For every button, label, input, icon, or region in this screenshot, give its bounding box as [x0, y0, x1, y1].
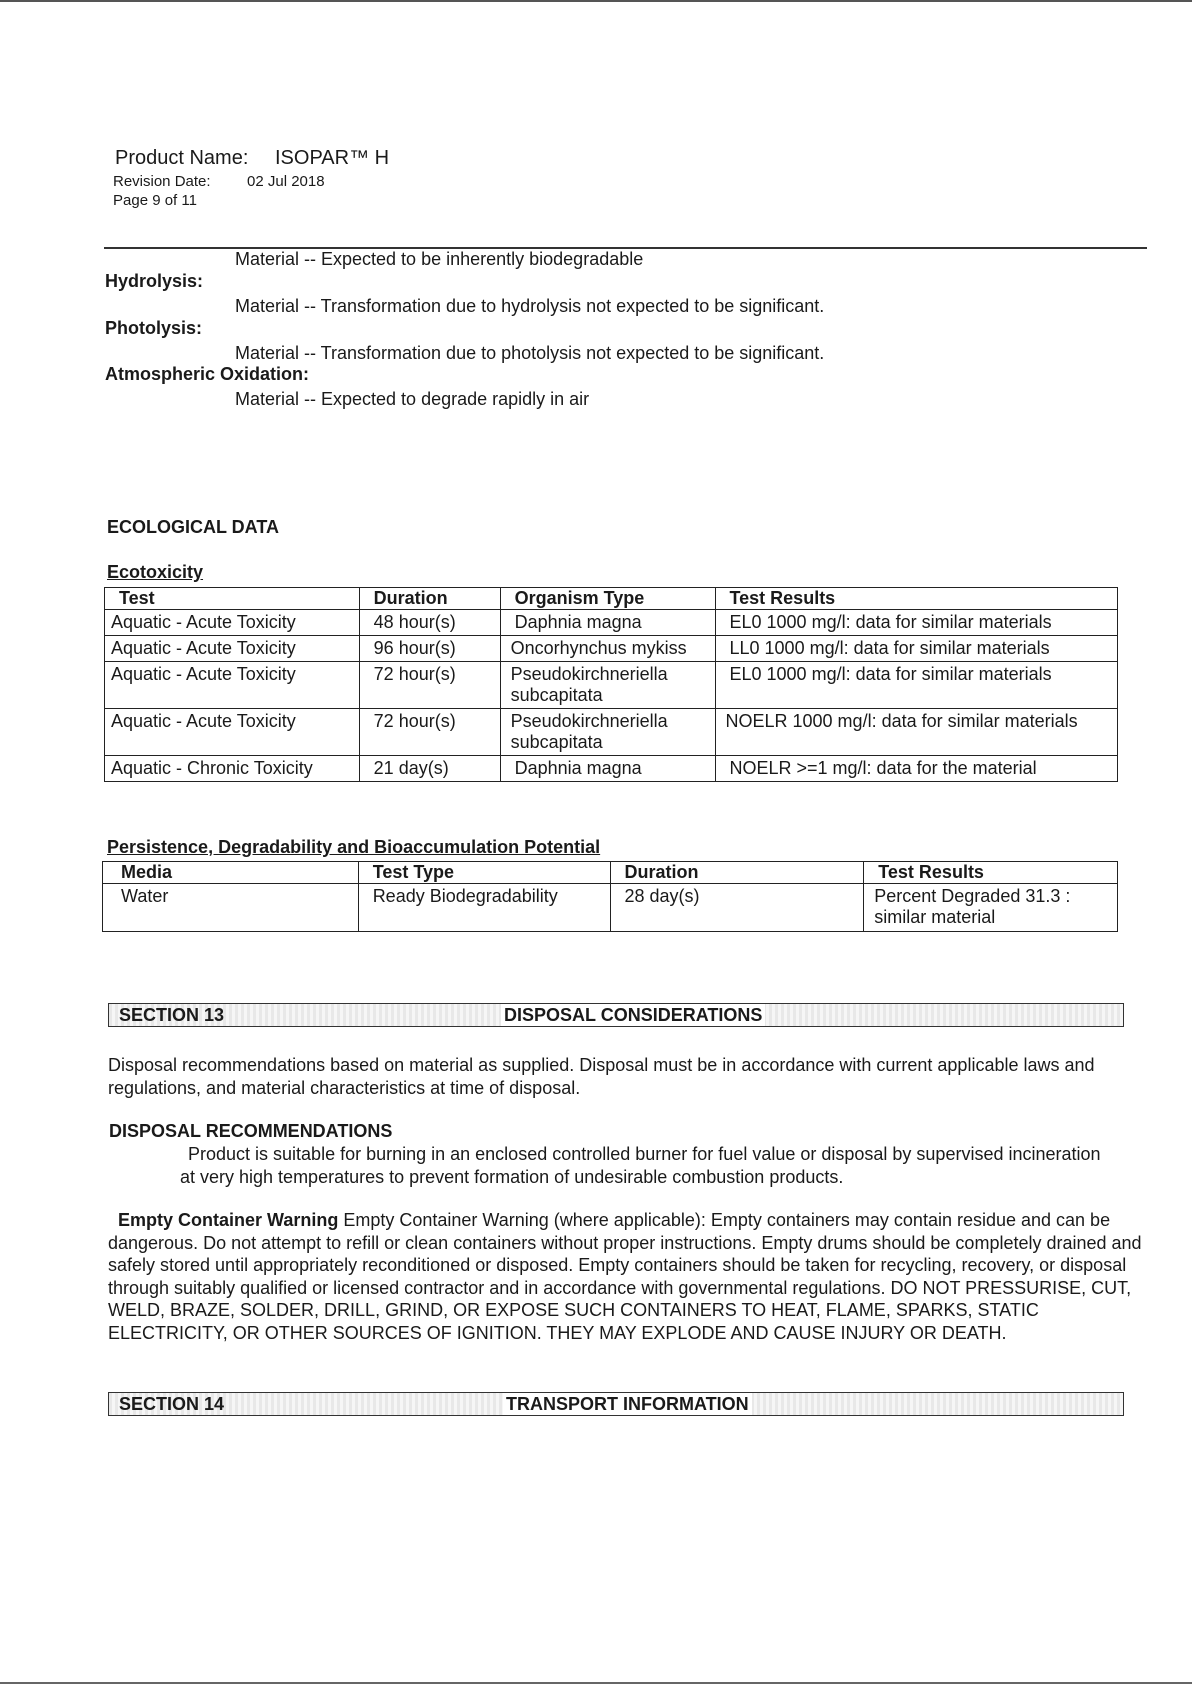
disposal-recommendations-text: Product is suitable for burning in an enclosed controlled burner for fuel value or disposal by supervised incineration at very high temperatures to prevent formation of undesirable combustion products. [180, 1144, 1101, 1187]
table-row [105, 662, 1118, 709]
section-14-number: SECTION 14 [119, 1394, 225, 1414]
photolysis-text: Material -- Transformation due to photolysis not expected to be significant. [235, 343, 825, 363]
table-cell: Percent Degraded 31.3 : similar material [864, 884, 1118, 932]
table-row [105, 610, 1118, 636]
table-cell: EL0 1000 mg/l: data for similar materials [715, 662, 1118, 709]
column-header: Duration [610, 862, 864, 884]
table-cell: Daphnia magna [500, 756, 715, 782]
empty-container-label: Empty Container Warning [118, 1210, 339, 1230]
section-14-bar [108, 1392, 1124, 1416]
column-header: Organism Type [500, 588, 715, 610]
photolysis-label: Photolysis: [105, 318, 203, 338]
disposal-intro: Disposal recommendations based on material as supplied. Disposal must be in accordance with current applicable laws and regulations, and material characteristics at time of disposal. [108, 1055, 1095, 1098]
column-header: Duration [359, 588, 500, 610]
product-name: ISOPAR™ H [275, 147, 390, 169]
section-13-title: DISPOSAL CONSIDERATIONS [501, 1004, 765, 1026]
ecotoxicity-heading: Ecotoxicity [107, 562, 204, 582]
hydrolysis-label: Hydrolysis: [105, 271, 204, 291]
atmospheric-oxidation-text: Material -- Expected to degrade rapidly in air [235, 389, 590, 409]
ecological-data-heading: ECOLOGICAL DATA [107, 517, 279, 537]
column-header: Test Type [358, 862, 610, 884]
table-cell: Oncorhynchus mykiss [500, 636, 715, 662]
disposal-recommendations-heading: DISPOSAL RECOMMENDATIONS [109, 1121, 393, 1141]
page-bottom-border [0, 1682, 1192, 1684]
table-row [105, 636, 1118, 662]
table-row [103, 884, 1118, 932]
column-header: Test Results [715, 588, 1118, 610]
ecotoxicity-table [104, 587, 1118, 782]
atmospheric-oxidation-label: Atmospheric Oxidation: [105, 364, 310, 384]
table-cell: 28 day(s) [610, 884, 864, 932]
revision-label: Revision Date: [113, 173, 211, 190]
table-cell: 72 hour(s) [359, 709, 500, 756]
product-name-line [115, 146, 389, 170]
table-cell: LL0 1000 mg/l: data for similar materials [715, 636, 1118, 662]
column-header: Test Results [864, 862, 1118, 884]
persistence-table [102, 861, 1118, 932]
section-13-bar [108, 1003, 1124, 1027]
table-cell: 48 hour(s) [359, 610, 500, 636]
revision-line [113, 172, 325, 191]
page-number: Page 9 of 11 [113, 192, 197, 209]
section-14-title: TRANSPORT INFORMATION [503, 1393, 752, 1415]
persistence-heading: Persistence, Degradability and Bioaccumulation Potential [107, 837, 601, 857]
table-cell: Water [103, 884, 359, 932]
empty-container-text: Empty Container Warning (where applicable): Empty containers may contain residue and can be dangerous. Do not attempt to refill or clean containers without proper instructions. Empty drums should be completely drained and safely stored until appropriately reconditioned or disposed. Empty containers should be taken for recycling, recovery, or disposal through suitably qualified or licensed contractor and in accordance with governmental regulations. DO NOT PRESSURISE, CUT, WELD, BRAZE, SOLDER, DRILL, GRIND, OR EXPOSE SUCH CONTAINERS TO HEAT, FLAME, SPARKS, STATIC ELECTRICITY, OR OTHER SOURCES OF IGNITION. THEY MAY EXPLODE AND CAUSE INJURY OR DEATH. [108, 1210, 1142, 1343]
table-cell: Aquatic - Acute Toxicity [105, 662, 360, 709]
table-cell: NOELR >=1 mg/l: data for the material [715, 756, 1118, 782]
table-cell: 96 hour(s) [359, 636, 500, 662]
section-13-number: SECTION 13 [119, 1005, 225, 1025]
table-cell: NOELR 1000 mg/l: data for similar materials [715, 709, 1118, 756]
table-header-row [105, 588, 1118, 610]
table-cell: Aquatic - Chronic Toxicity [105, 756, 360, 782]
table-cell: Aquatic - Acute Toxicity [105, 636, 360, 662]
biodegradation-text: Material -- Expected to be inherently biodegradable [235, 249, 644, 269]
table-cell: Aquatic - Acute Toxicity [105, 610, 360, 636]
table-cell: Pseudokirchneriella subcapitata [500, 709, 715, 756]
hydrolysis-text: Material -- Transformation due to hydrolysis not expected to be significant. [235, 296, 825, 316]
table-cell: EL0 1000 mg/l: data for similar materials [715, 610, 1118, 636]
revision-date: 02 Jul 2018 [247, 173, 325, 190]
table-row [105, 709, 1118, 756]
table-cell: Ready Biodegradability [358, 884, 610, 932]
table-cell: Pseudokirchneriella subcapitata [500, 662, 715, 709]
table-cell: 72 hour(s) [359, 662, 500, 709]
table-cell: Daphnia magna [500, 610, 715, 636]
table-row [105, 756, 1118, 782]
page-top-border [0, 0, 1192, 2]
product-name-label: Product Name: [115, 147, 249, 169]
table-cell: 21 day(s) [359, 756, 500, 782]
empty-container-warning [108, 1209, 1153, 1344]
table-cell: Aquatic - Acute Toxicity [105, 709, 360, 756]
column-header: Media [103, 862, 359, 884]
column-header: Test [105, 588, 360, 610]
table-header-row [103, 862, 1118, 884]
